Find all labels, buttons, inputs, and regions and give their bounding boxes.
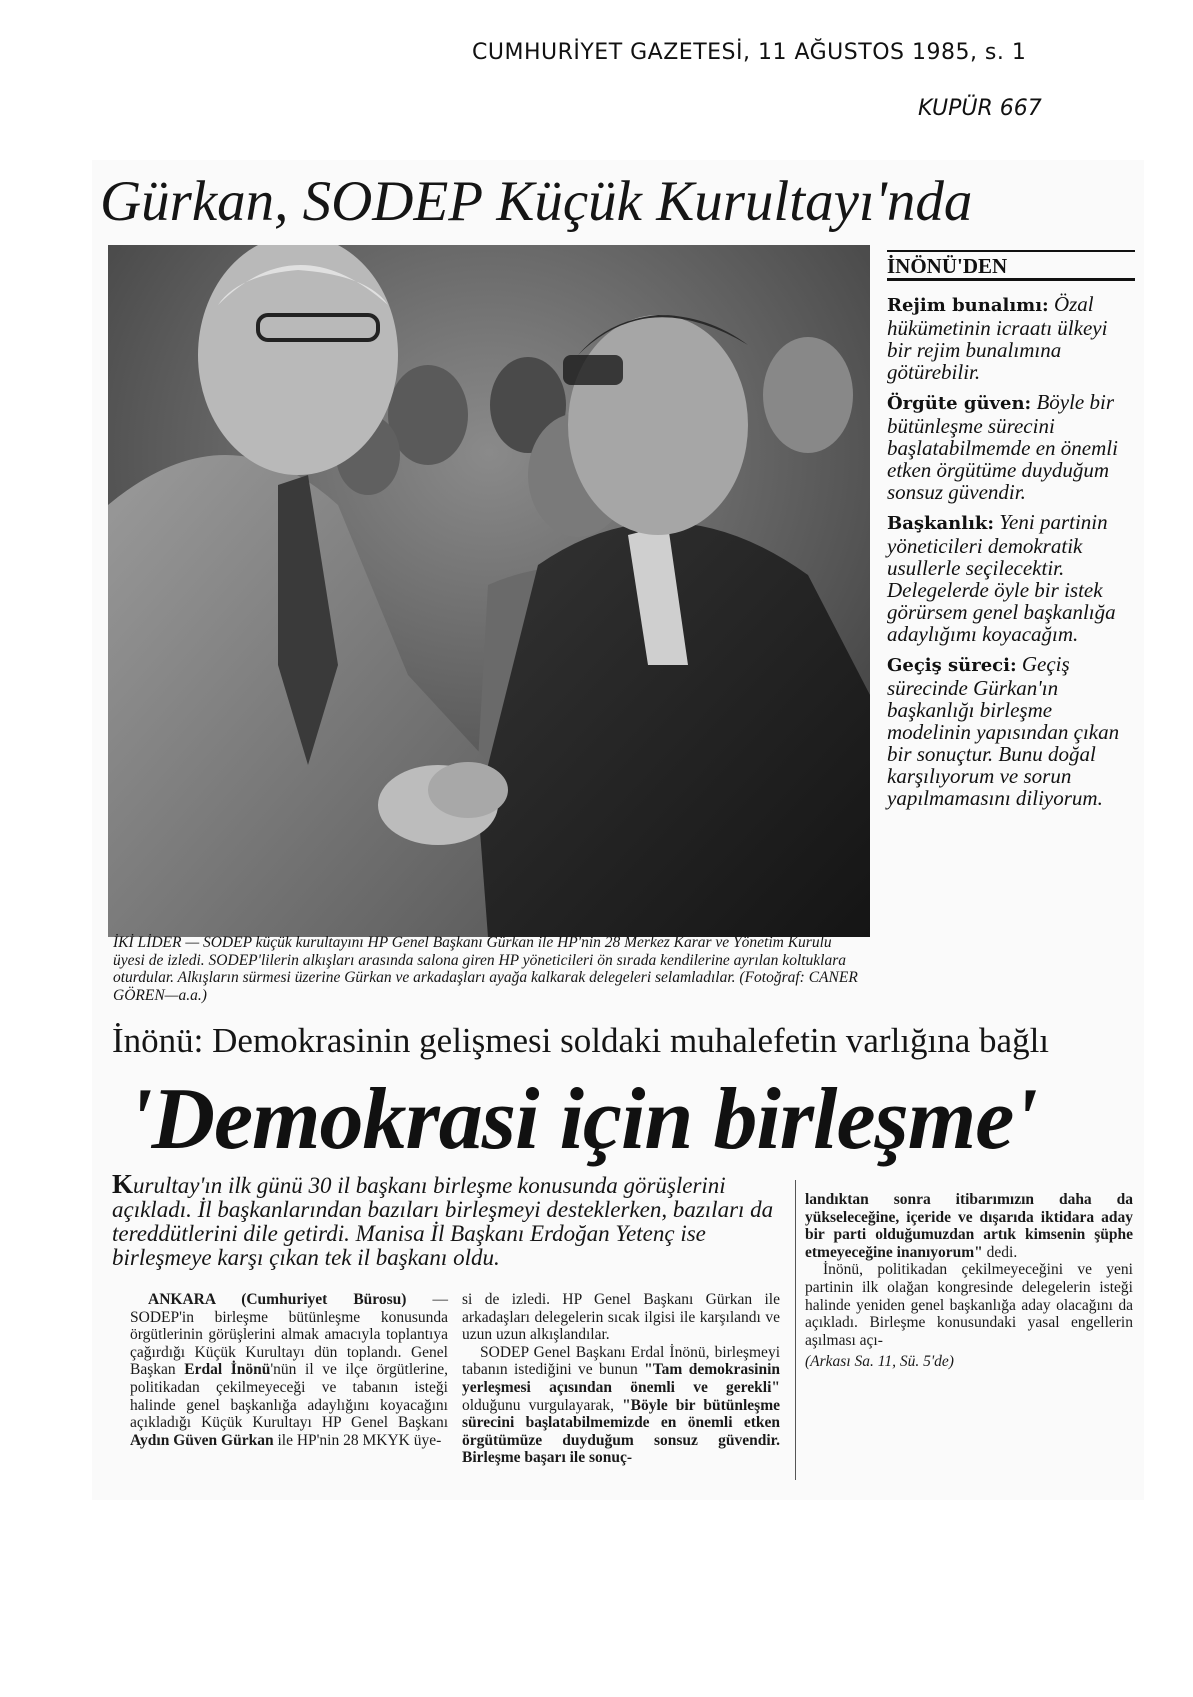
col2-text-a: SODEP Genel Başkanı Erdal İnönü, birleşmeyi tabanın istediğini ve bunun [462, 1343, 780, 1379]
continued-on: (Arkası Sa. 11, Sü. 5'de) [805, 1353, 954, 1371]
photo-caption [113, 934, 865, 1004]
sidebar-item [887, 293, 1135, 383]
col3-paragraph: İnönü, politikadan çekilmeyeceğini ve yeni partinin ilk olağan kongresinde delegelerin isteği halinde yeniden genel başkanlığa aday olacağını da açıkladı. Birleşme konusundaki yasal engellerin aşılması açı- [805, 1261, 1133, 1349]
news-photo [108, 245, 870, 937]
sidebar-item-lead: Başkanlık: [887, 513, 995, 534]
sidebar-item [887, 653, 1135, 809]
body-column-2 [462, 1291, 780, 1467]
person-name: Erdal İnönü [184, 1361, 271, 1379]
sidebar-item-text: Böyle bir bütünleşme sürecini başlatabilmemde en önemli etken örgütüme duyduğum sonsuz güvendir. [887, 390, 1118, 504]
intro-text: urultay'ın ilk günü 30 il başkanı birleşme konusunda görüşlerini açıkladı. İl başkanlarından bazıları birleşmeyi desteklerken, bazıları da tereddütlerini dile getirdi. Manisa İl Başkanı Erdoğan Yetenç ise birleşmeye karşı çıkan tek il başkanı oldu. [112, 1173, 774, 1270]
sidebar-item-lead: Geçiş süreci: [887, 655, 1017, 676]
sidebar-item [887, 391, 1135, 503]
quote: "Böyle bir bütünleşme sürecini başlatabilmemizde en önemli etken örgütümüze duyduğum sonsuz güvendir. Birleşme başarı ile sonuç- [462, 1396, 781, 1467]
inonu-quotes-sidebar [887, 250, 1135, 817]
article-headline: Gürkan, SODEP Küçük Kurultayı'nda [100, 170, 973, 233]
col1-text-a: — SODEP'in birleşme bütünleşme konusunda örgütlerinin görüşlerini almak amacıyla toplantıya çağırdığı Küçük Kurultayı dün toplandı. Genel Başkan [130, 1291, 448, 1379]
column-divider [795, 1180, 796, 1480]
caption-text: İKİ LİDER — SODEP küçük kurultayını HP Genel Başkanı Gürkan ile HP'nin 28 Merkez Karar ve Yönetim Kurulu üyesi de izledi. SODEP'lilerin alkışları arasında salona giren HP yöneticileri ön sırada kendilerine ayrılan koltuklara oturdular. Alkışların sürmesi üzerine Gürkan ve arkadaşları ayağa kalkarak delegeleri selamladılar. [113, 934, 847, 986]
main-headline: 'Demokrasi için birleşme' [128, 1071, 1037, 1168]
sidebar-item-lead: Örgüte güven: [887, 393, 1032, 414]
col1-text-c: ile HP'nin 28 MKYK üye- [273, 1431, 442, 1449]
sidebar-item-text: Geçiş sürecinde Gürkan'ın başkanlığı birleşme modelinin yapısından çıkan bir sonuçtur. Bunu doğal karşılıyorum ve sorun yapılmamasını diliyorum. [887, 652, 1120, 810]
sidebar-item-text: Özal hükümetinin icraatı ülkeyi bir rejim bunalımına götürebilir. [887, 292, 1108, 384]
clipping-number: KUPÜR 667 [918, 96, 1042, 121]
body-column-3 [805, 1191, 1133, 1371]
article-intro [112, 1169, 792, 1270]
sidebar-title: İNÖNÜ'DEN [887, 250, 1135, 281]
dateline: ANKARA (Cumhuriyet Bürosu) [148, 1291, 407, 1308]
quote: landıktan sonra itibarımızın daha da yükseleceğine, içeride ve dışarıda iktidara aday bir parti olduğumuzdan artık kimsenin şüphe etmeyeceğine inanıyorum" [805, 1191, 1133, 1261]
quote: "Tam demokrasinin yerleşmesi açısından önemli ve gerekli" [462, 1361, 780, 1396]
photo-two-leaders-handshake [108, 245, 870, 937]
archive-source-line: CUMHURİYET GAZETESİ, 11 AĞUSTOS 1985, s. 1 [472, 40, 1027, 65]
sidebar-item-text: Yeni partinin yöneticileri demokratik usullerle seçilecektir. Delegelerde öyle bir istek görürsem genel başkanlığa adaylığımı koyacağım. [887, 510, 1116, 646]
body-column-1 [130, 1291, 448, 1449]
person-name: Aydın Güven Gürkan [130, 1431, 274, 1449]
photo-credit: (Fotoğraf: CANER GÖREN—a.a.) [113, 969, 858, 1004]
col2-paragraph: si de izledi. HP Genel Başkanı Gürkan ile arkadaşları delegelerin sıcak ilgisi ile karşılandı ve uzun uzun alkışlandılar. [462, 1291, 780, 1344]
col1-text-b: 'nün il ve ilçe örgütlerine, politikadan çekilmeyeceği ve tabanın isteği halinde genel başkanlığa adaylığını koyacağını açıkladığı Küçük Kurultayı HP Genel Başkanı [130, 1361, 448, 1432]
col2-text-b: olduğunu vurgulayarak, [462, 1396, 623, 1414]
col3-text-a: dedi. [982, 1243, 1018, 1261]
sub-headline: İnönü: Demokrasinin gelişmesi soldaki muhalefetin varlığına bağlı [112, 1021, 1050, 1060]
sidebar-item-lead: Rejim bunalımı: [887, 295, 1049, 316]
intro-initial: K [112, 1169, 134, 1199]
sidebar-item [887, 511, 1135, 645]
